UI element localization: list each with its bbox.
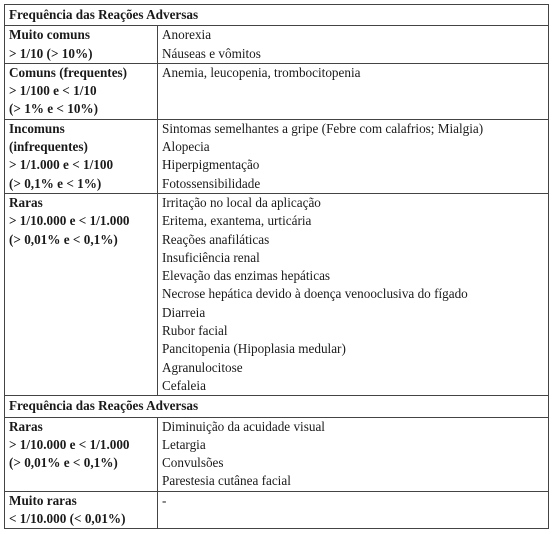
reaction-item: Insuficiência renal bbox=[162, 249, 260, 265]
reaction-item: Cefaleia bbox=[162, 377, 206, 393]
reaction-item: Irritação no local da aplicação bbox=[162, 194, 321, 210]
reaction-item: Necrose hepática devido à doença venooclusiva do fígado bbox=[162, 286, 468, 302]
reaction-item: Náuseas e vômitos bbox=[162, 45, 261, 61]
reaction-item: Letargia bbox=[162, 436, 206, 452]
table-row bbox=[5, 417, 549, 491]
frequency-line: < 1/10.000 (< 0,01%) bbox=[9, 511, 126, 527]
section-header-row bbox=[5, 396, 549, 417]
frequency-cell bbox=[5, 26, 158, 64]
table-row bbox=[5, 193, 549, 395]
reaction-item: Convulsões bbox=[162, 455, 224, 471]
frequency-line: Incomuns bbox=[9, 120, 65, 136]
table-row bbox=[5, 26, 549, 64]
adverse-reactions-table bbox=[4, 4, 549, 529]
frequency-cell bbox=[5, 417, 158, 491]
frequency-line: (> 0,01% e < 0,1%) bbox=[9, 455, 118, 471]
reactions-cell bbox=[158, 417, 549, 491]
frequency-line: Raras bbox=[9, 194, 43, 210]
frequency-line: > 1/10.000 e < 1/1.000 bbox=[9, 213, 130, 229]
frequency-line: > 1/1.000 e < 1/100 bbox=[9, 157, 114, 173]
reaction-item: Eritema, exantema, urticária bbox=[162, 213, 312, 229]
reaction-item: Hiperpigmentação bbox=[162, 157, 260, 173]
reaction-item: Anorexia bbox=[162, 27, 212, 43]
section-header: Frequência das Reações Adversas bbox=[5, 396, 549, 417]
table-row bbox=[5, 491, 549, 529]
reactions-cell bbox=[158, 193, 549, 395]
frequency-line: > 1/10 (> 10%) bbox=[9, 45, 93, 61]
section-header: Frequência das Reações Adversas bbox=[5, 5, 549, 26]
reactions-cell bbox=[158, 63, 549, 119]
reaction-item: Elevação das enzimas hepáticas bbox=[162, 268, 331, 284]
reaction-item: Fotossensibilidade bbox=[162, 175, 261, 191]
frequency-line: Comuns (frequentes) bbox=[9, 64, 128, 80]
frequency-line: (> 1% e < 10%) bbox=[9, 101, 99, 117]
frequency-line: > 1/10.000 e < 1/1.000 bbox=[9, 436, 130, 452]
section-header-row bbox=[5, 5, 549, 26]
reaction-item: - bbox=[162, 492, 167, 508]
frequency-cell bbox=[5, 119, 158, 193]
frequency-cell bbox=[5, 491, 158, 529]
table-row bbox=[5, 63, 549, 119]
frequency-line: (> 0,01% e < 0,1%) bbox=[9, 231, 118, 247]
reaction-item: Agranulocitose bbox=[162, 359, 243, 375]
frequency-line: Muito raras bbox=[9, 492, 77, 508]
reaction-item: Pancitopenia (Hipoplasia medular) bbox=[162, 341, 346, 357]
frequency-line: > 1/100 e < 1/10 bbox=[9, 83, 97, 99]
reaction-item: Sintomas semelhantes a gripe (Febre com calafrios; Mialgia) bbox=[162, 120, 484, 136]
reactions-cell bbox=[158, 491, 549, 529]
reaction-item: Diarreia bbox=[162, 304, 206, 320]
frequency-line: (infrequentes) bbox=[9, 139, 88, 155]
table-row bbox=[5, 119, 549, 193]
reactions-cell bbox=[158, 26, 549, 64]
reactions-cell bbox=[158, 119, 549, 193]
reaction-item: Alopecia bbox=[162, 139, 210, 155]
reaction-item: Rubor facial bbox=[162, 323, 228, 339]
reaction-item: Anemia, leucopenia, trombocitopenia bbox=[162, 64, 361, 80]
frequency-cell bbox=[5, 63, 158, 119]
frequency-cell bbox=[5, 193, 158, 395]
reaction-item: Reações anafiláticas bbox=[162, 231, 270, 247]
adverse-reactions-document bbox=[4, 4, 548, 529]
reaction-item: Diminuição da acuidade visual bbox=[162, 418, 325, 434]
frequency-line: (> 0,1% e < 1%) bbox=[9, 175, 102, 191]
frequency-line: Muito comuns bbox=[9, 27, 90, 43]
frequency-line: Raras bbox=[9, 418, 43, 434]
reaction-item: Parestesia cutânea facial bbox=[162, 473, 291, 489]
table-body bbox=[5, 5, 549, 529]
